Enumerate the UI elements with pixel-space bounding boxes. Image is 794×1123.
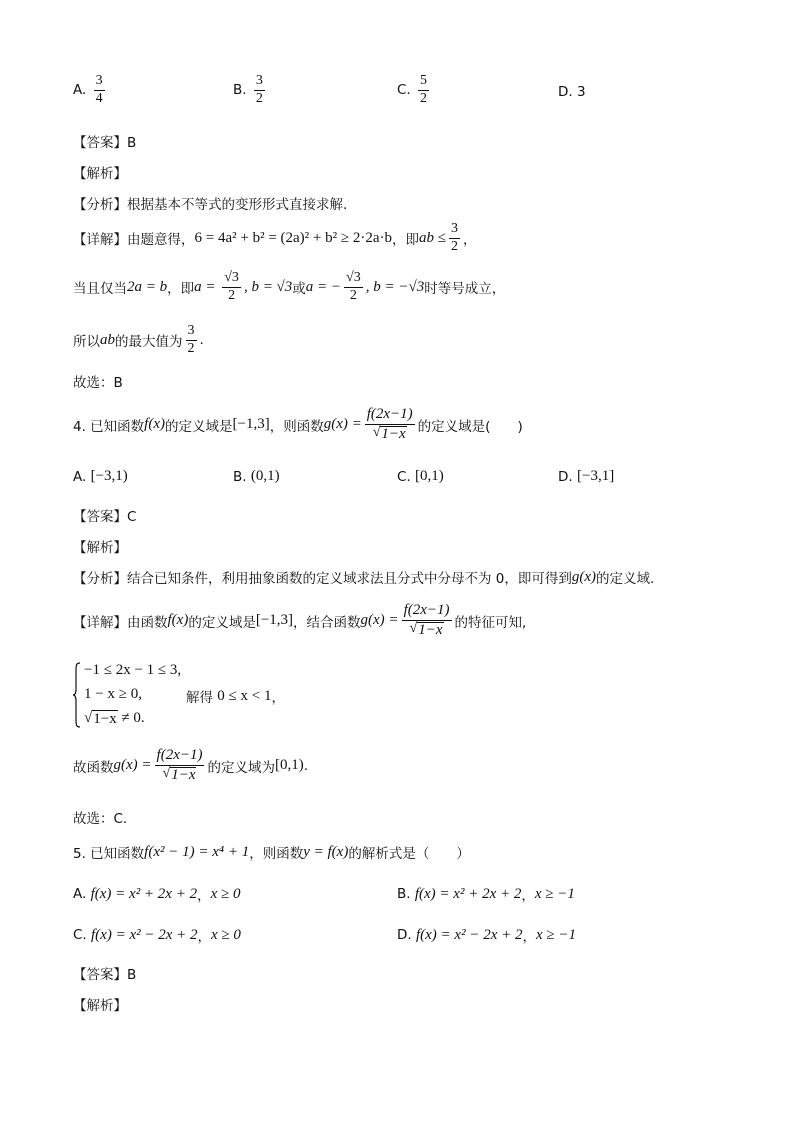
q4-answer: 【答案】C: [73, 509, 137, 525]
q5-analysis-heading: 【解析】: [73, 998, 127, 1014]
q4-option-c: C. [0,1): [397, 468, 444, 485]
q5-option-b: B. f(x) = x² + 2x + 2 ， x ≥ −1: [397, 885, 575, 904]
fraction: $\frac{3}{2}$: [255, 73, 263, 106]
q4-analysis-heading: 【解析】: [73, 540, 127, 556]
fraction: $\frac{3}{2}$: [451, 221, 458, 254]
q3-max-value: 所以 ab 的最大值为 $\frac{3}{2}$ .: [73, 323, 204, 356]
q3-option-d: D. 3: [558, 84, 586, 100]
q4-stem: 4. 已知函数 f(x) 的定义域是 [−1,3] ，则函数 g(x) = f(2x−1) √ 1−x 的定义域是( ): [73, 406, 523, 442]
q3-option-a: A. $\frac{3}{4}$: [73, 73, 103, 106]
fraction: $\frac{3}{4}$: [95, 73, 103, 106]
q5-stem: 5. 已知函数 f(x² − 1) = x⁴ + 1 ，则函数 y = f(x) 的解析式是（ ）: [73, 843, 470, 862]
fraction: $\frac{3}{2}$: [187, 323, 195, 356]
fraction: f(2x−1) √ 1−x: [156, 747, 203, 783]
q4-choice: 故选：C.: [73, 811, 128, 827]
q3-answer: 【答案】B: [73, 135, 137, 151]
system-line-1: −1 ≤ 2x − 1 ≤ 3,: [84, 662, 182, 678]
q5-option-a: A. f(x) = x² + 2x + 2 ， x ≥ 0: [73, 885, 241, 904]
fraction: f(2x−1) √ 1−x: [403, 602, 450, 638]
q5-option-d: D. f(x) = x² − 2x + 2 ， x ≥ −1: [397, 926, 576, 945]
fraction: $\frac{5}{2}$: [420, 73, 428, 106]
system-line-2: 1 − x ≥ 0,: [84, 686, 142, 702]
q5-option-c: C. f(x) = x² − 2x + 2 ， x ≥ 0: [73, 926, 241, 945]
fraction: f(2x−1) √ 1−x: [366, 406, 413, 442]
q4-option-b: B. (0,1): [233, 468, 280, 485]
q3-equality-condition: 当且仅当 2a = b ，即 a = $\frac{√3}{2}$ , b = √3 或 a = − $\frac{√3}{2}$ , b = −√3 时等号成立，: [73, 270, 506, 303]
fraction: $\frac{√3}{2}$: [224, 270, 239, 303]
q4-option-d: D. [−3,1]: [558, 468, 615, 485]
q3-fenxi: 【分析】根据基本不等式的变形形式直接求解.: [73, 197, 348, 213]
q5-answer: 【答案】B: [73, 967, 137, 983]
q4-solution: 解得 0 ≤ x < 1 ，: [186, 687, 285, 706]
q3-xiangjie: 【详解】由题意得， 6 = 4a² + b² = (2a)² + b² ≥ 2·2a·b ，即 ab ≤ $\frac{3}{2}$ ，: [73, 221, 477, 254]
q4-fenxi: 【分析】结合已知条件，利用抽象函数的定义域求法且分式中分母不为 0，即可得到 g(x) 的定义域.: [73, 568, 655, 587]
fraction: $\frac{√3}{2}$: [346, 270, 361, 303]
q4-option-a: A. [−3,1): [73, 468, 128, 485]
q3-choice: 故选：B: [73, 375, 123, 391]
q3-analysis-heading: 【解析】: [73, 166, 127, 182]
system-line-3: √ 1−x ≠ 0.: [84, 710, 145, 727]
q3-option-b: B. $\frac{3}{2}$: [233, 73, 263, 106]
left-brace-icon: [73, 662, 81, 728]
q4-xiangjie: 【详解】由函数 f(x) 的定义域是 [−1,3] ，结合函数 g(x) = f(2x−1) √ 1−x 的特征可知,: [73, 602, 527, 638]
q4-conclusion: 故函数 g(x) = f(2x−1) √ 1−x 的定义域为 [0,1) .: [73, 747, 309, 783]
q3-option-c: C. $\frac{5}{2}$: [397, 73, 428, 106]
